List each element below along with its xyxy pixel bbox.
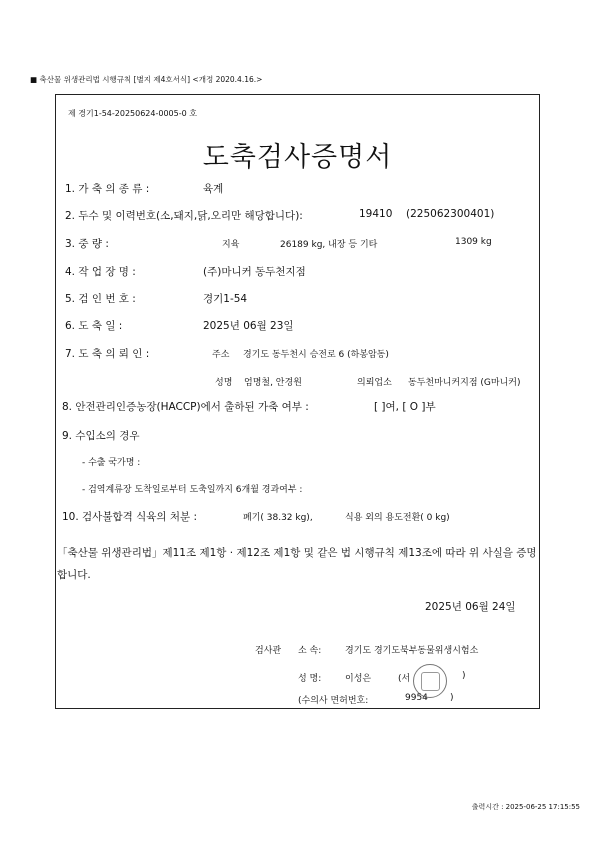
form-header: ■ 축산물 위생관리법 시행규칙 [별지 제4호서식] <개정 2020.4.16.> (30, 75, 263, 84)
page-title: 도축검사증명서 (202, 142, 393, 173)
row7-name-label: 성명 (215, 378, 233, 388)
row5-value: 경기1-54 (203, 293, 248, 305)
row3-carcass: 지육 (222, 240, 240, 250)
statement-line2: 합니다. (57, 569, 91, 581)
row10-label: 10. 검사불합격 식육의 처분 : (62, 511, 198, 523)
row2-label: 2. 두수 및 이력번호(소,돼지,닭,오리만 해당합니다): (65, 210, 303, 222)
print-timestamp: 출력시간 : 2025-06-25 17:15:55 (471, 803, 580, 811)
row2-trace: (225062300401) (406, 208, 495, 220)
row6-label: 6. 도 축 일 : (65, 320, 123, 332)
row8-label: 8. 안전관리인증농장(HACCP)에서 출하된 가축 여부 : (62, 401, 309, 413)
row7-address: 경기도 동두천시 승전로 6 (하봉암동) (243, 350, 389, 360)
row1-label: 1. 가 축 의 종 류 : (65, 183, 150, 195)
row10-conversion: 식용 외의 용도전환( 0 kg) (345, 513, 450, 523)
seal-close: ) (462, 671, 466, 681)
row7-office-label: 의뢰업소 (357, 378, 392, 388)
row7-address-label: 주소 (212, 350, 230, 360)
statement-line1: 「축산물 위생관리법」제11조 제1항 · 제12조 제1항 및 같은 법 시행규칙 제13조에 따라 위 사실을 증명 (57, 547, 537, 559)
inspector-role: 검사관 (255, 646, 282, 656)
row7-name: 엄명철, 안경원 (244, 378, 302, 388)
row1-value: 육계 (203, 183, 224, 195)
license-number: 9954 (405, 693, 428, 703)
row6-value: 2025년 06월 23일 (203, 320, 294, 332)
license-label: (수의사 면허번호: (298, 696, 369, 706)
inspector-name: 이성은 (345, 674, 372, 684)
row7-label: 7. 도 축 의 뢰 인 : (65, 348, 150, 360)
license-close: ) (450, 693, 454, 703)
row8-value: [ ]여, [ O ]부 (374, 401, 436, 413)
seal-open: (서 (398, 674, 411, 684)
inspector-name-label: 성 명: (298, 674, 322, 684)
row7-office: 동두천마니커지점 (G마니커) (408, 378, 521, 388)
row4-label: 4. 작 업 장 명 : (65, 266, 136, 278)
row10-disposal: 폐기( 38.32 kg), (243, 513, 313, 523)
row9-export-country: - 수출 국가명 : (82, 458, 141, 468)
row9-label: 9. 수입소의 경우 (62, 430, 140, 442)
issue-date: 2025년 06월 24일 (425, 601, 516, 613)
document-number: 제 경기1-54-20250624-0005-0 호 (68, 109, 197, 118)
row3-weight: 26189 kg, 내장 등 기타 (280, 240, 378, 250)
inspector-affiliation-label: 소 속: (298, 646, 322, 656)
row2-count: 19410 (359, 208, 393, 220)
row9-quarantine: - 검역계류장 도착일로부터 도축일까지 6개월 경과여부 : (82, 485, 303, 495)
row4-value: (주)마니커 동두천지점 (203, 266, 306, 278)
inspector-affiliation: 경기도 경기도북부동물위생시험소 (345, 646, 479, 656)
row3-label: 3. 중 량 : (65, 238, 109, 250)
row5-label: 5. 검 인 번 호 : (65, 293, 136, 305)
row3-other-weight: 1309 kg (455, 237, 492, 247)
